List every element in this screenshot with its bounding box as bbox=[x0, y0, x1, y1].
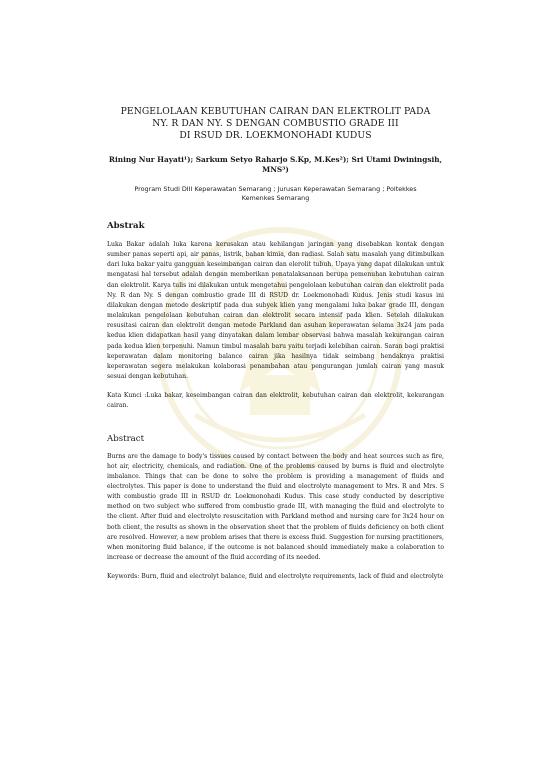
abstrak-body: Luka Bakar adalah luka karena kerusakan atau kehilangan jaringan yang disebabkan kontak dengan sumber panas seperti api, air panas, listrik, bahan kimia, dan radiasi. Salah satu masalah yang ditimbulkan dari luka bakar yaitu gangguan keseimbangan cairan dan elerolit tubuh. Upaya yang dapat dilakukan untuk mengatasi hal tersebut adalah dengan memberikan penatalaksanaan berupa pemenuhan kebutuhan cairan dan elektrolit. Karya tulis ini dilakukan untuk mengetahui pengelolaan kebutuhan cairan dan elektrolit pada Ny. R dan Ny. S dengan combustio grade III di RSUD dr. Loekmonohadi Kudus. Jenis studi kasus ini dilakukan dengan metode deskriptif pada dua subyek klien yang mengalami luka bakar grade III, dengan melakukan pengelolaan kebutuhan cairan dan elektrolit secara intensif pada klien. Setelah dilakukan resusitasi cairan dan elektrolit dengan metode Parkland dan asuhan keperawatan selama 3x24 jam pada kedua klien didapatkan hasil yang dinyatakan dalam lembar observasi bahwa masalah kekurangan cairan pada kedua klien terpenuhi. Namun timbul masalah baru yaitu terjadi kelebihan cairan. Saran bagi praktisi keperawatan dalam monitoring balance cairan jika hasilnya tidak seimbang hendaknya praktisi keperawatan segera melakukan kolaborasi penambahan atau pengurangan jumlah cairan yang masuk sesuai dengan kebutuhan. bbox=[107, 241, 444, 381]
authors-line-2: MNS³) bbox=[262, 165, 289, 174]
title-line-1: PENGELOLAAN KEBUTUHAN CAIRAN DAN ELEKTROLIT PADA bbox=[120, 106, 431, 117]
abstrak-keywords: Kata Kunci :Luka bakar, keseimbangan cairan dan elektrolit, kebutuhan cairan dan elektrolit, kekurangan cairan. bbox=[107, 392, 444, 410]
affiliation-line-2: Kemenkes Semarang bbox=[241, 194, 310, 202]
title-line-3: DI RSUD DR. LOEKMONOHADI KUDUS bbox=[179, 130, 372, 141]
author-list bbox=[107, 155, 444, 175]
affiliation bbox=[107, 185, 444, 203]
title-line-2: NY. R DAN NY. S DENGAN COMBUSTIO GRADE III bbox=[152, 118, 399, 129]
authors-line-1: Rining Nur Hayati¹); Sarkum Setyo Raharjo S.Kp, M.Kes²); Sri Utami Dwiningsih, bbox=[108, 155, 443, 164]
abstrak-heading: Abstrak bbox=[107, 221, 145, 231]
abstract-body: Burns are the damage to body's tissues caused by contact between the body and heat sources such as fire, hot air, electricity, chemicals, and radiation. One of the problems caused by burns is fluid and electrolyte imbalance. Things that can be done to solve the problem is providing a management of fluids and electrolytes. This paper is done to understand the fluid and electrolyte management to Mrs. R and Mrs. S with combustio grade III in RSUD dr. Loekmonohadi Kudus. This case study conducted by descriptive method on two subject who suffered from combustio grade III, with managing the fluid and electrolyte to the client. After fluid and electrolyte resuscitation with Parkland method and nursing care for 3x24 hour on both client, the results as shown in the observation sheet that the problem of fluids deficiency on both client are resolved. However, a new problem arises that there is excess fluid. Suggestion for nursing practitioners, when monitoring fluid balance, if the outcome is not balanced should immediately make a colaboration to increase or decrease the amount of the fluid according of its needed. bbox=[107, 452, 444, 562]
abstract-keywords: Keywords: Burn, fluid and electrolyt balance, fluid and electrolyte requirements, lack of fluid and electrolyte bbox=[107, 573, 444, 581]
paper-content bbox=[107, 106, 444, 582]
paper-title bbox=[107, 106, 444, 142]
affiliation-line-1: Program Studi DIII Keperawatan Semarang ; Jurusan Keperawatan Semarang ; Poltekkes bbox=[134, 185, 417, 193]
abstract-heading: Abstract bbox=[107, 433, 145, 444]
